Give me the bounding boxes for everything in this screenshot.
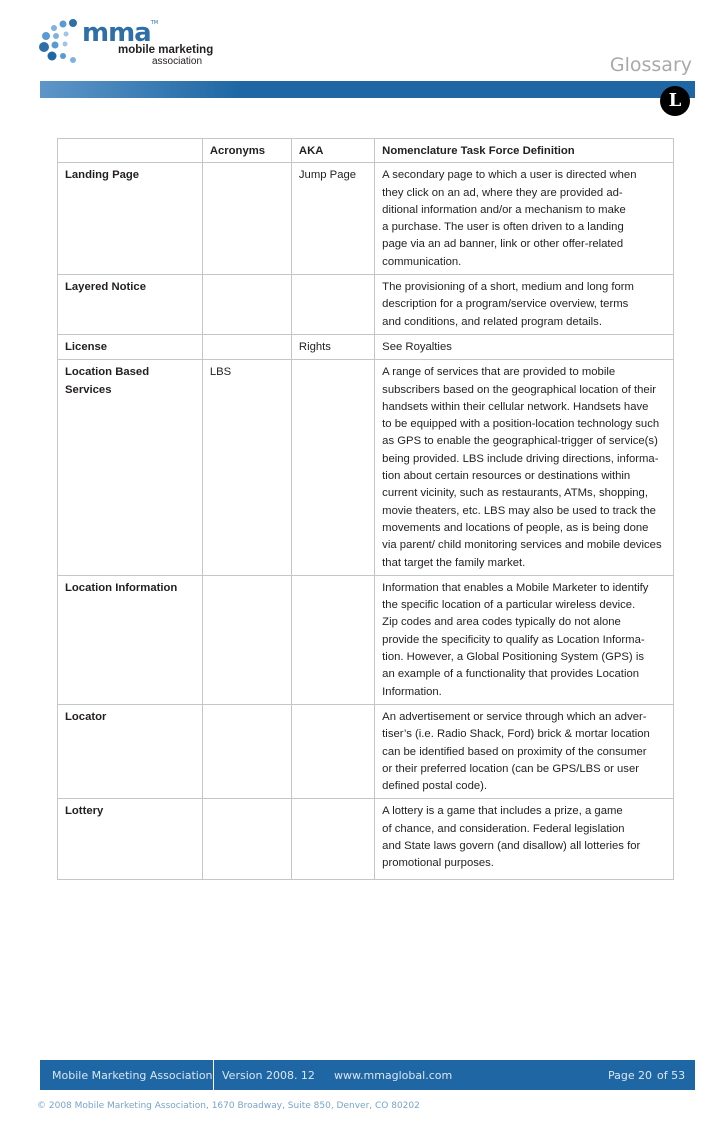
aka-cell — [291, 799, 374, 879]
footer-page-label: Page — [608, 1069, 635, 1082]
definition-cell: Information that enables a Mobile Marketer to identify the specific location of a particular wireless device. Zip codes and area codes typically do not alone provide the specificity to qualify as Location Informa- tion. However, a Global Positioning System (GPS) is an example of a functionality that provides Location Information. — [375, 575, 674, 704]
letter-badge: L — [660, 86, 690, 116]
copyright-text: © 2008 Mobile Marketing Association, 1670 Broadway, Suite 850, Denver, CO 80202 — [37, 1101, 420, 1111]
header-band — [40, 81, 695, 98]
definition-cell: A lottery is a game that includes a prize, a game of chance, and consideration. Federal legislation and State laws govern (and disallow) all lotteries for promotional purposes. — [375, 799, 674, 879]
acronym-cell — [202, 704, 291, 798]
term-cell: Locator — [58, 704, 203, 798]
definition-cell: The provisioning of a short, medium and long form description for a program/service overview, terms and conditions, and related program details. — [375, 275, 674, 335]
glossary-table — [57, 138, 674, 880]
logo-line-mobile-marketing: mobile marketing — [118, 44, 214, 56]
table-row — [58, 799, 674, 879]
table-row — [58, 360, 674, 576]
table-row — [58, 704, 674, 798]
term-cell: License — [58, 334, 203, 359]
definition-cell: A secondary page to which a user is directed when they click on an ad, where they are provided ad- ditional information and/or a mechanism to make a purchase. The user is often driven to a landing page via an ad banner, link or other offer-related communication. — [375, 163, 674, 275]
logo-line-association: association — [152, 56, 203, 67]
aka-cell: Jump Page — [291, 163, 374, 275]
logo-tm: TM — [150, 20, 159, 26]
logo-wordmark — [82, 20, 158, 46]
table-row — [58, 275, 674, 335]
footer-url[interactable]: www.mmaglobal.com — [334, 1069, 453, 1082]
table-row — [58, 575, 674, 704]
header-aka: AKA — [291, 139, 374, 163]
header-acronyms: Acronyms — [202, 139, 291, 163]
acronym-cell — [202, 334, 291, 359]
definition-cell: See Royalties — [375, 334, 674, 359]
acronym-cell — [202, 799, 291, 879]
aka-cell — [291, 275, 374, 335]
acronym-cell — [202, 275, 291, 335]
table-header-row — [58, 139, 674, 163]
section-title: Glossary — [609, 54, 692, 76]
aka-cell: Rights — [291, 334, 374, 359]
table-row — [58, 163, 674, 275]
acronym-cell — [202, 575, 291, 704]
term-cell: Layered Notice — [58, 275, 203, 335]
footer-org: Mobile Marketing Association — [52, 1069, 213, 1082]
aka-cell — [291, 704, 374, 798]
acronym-cell — [202, 163, 291, 275]
aka-cell — [291, 360, 374, 576]
footer-separator — [213, 1055, 214, 1090]
definition-cell: An advertisement or service through which an adver- tiser’s (i.e. Radio Shack, Ford) brick & mortar location can be identified based on proximity of the consumer or their preferred location (can be GPS/LBS or user defined postal code). — [375, 704, 674, 798]
term-cell: Location Information — [58, 575, 203, 704]
term-cell: Lottery — [58, 799, 203, 879]
acronym-cell: LBS — [202, 360, 291, 576]
footer-page-total: of 53 — [657, 1069, 686, 1082]
mma-logo — [38, 14, 228, 74]
term-cell: Landing Page — [58, 163, 203, 275]
header-term — [58, 139, 203, 163]
header-definition: Nomenclature Task Force Definition — [375, 139, 674, 163]
footer-bar — [40, 1060, 695, 1090]
definition-cell: A range of services that are provided to mobile subscribers based on the geographical location of their handsets within their cellular network. Handsets have to be equipped with a position-location technology such as GPS to enable the geographical-trigger of service(s) being provided. LBS include driving directions, informa- tion about certain resources or destinations within current vicinity, such as restaurants, ATMs, shopping, movie theaters, etc. LBS may also be used to track the movements and locations of people, as is being done via parent/ child monitoring services and mobile devices that target the family market. — [375, 360, 674, 576]
logo-word: mma — [82, 18, 151, 48]
table-row — [58, 334, 674, 359]
term-cell: Location Based Services — [58, 360, 203, 576]
aka-cell — [291, 575, 374, 704]
footer-page-number: 20 — [638, 1069, 652, 1082]
footer-version: Version 2008. 12 — [222, 1069, 315, 1082]
